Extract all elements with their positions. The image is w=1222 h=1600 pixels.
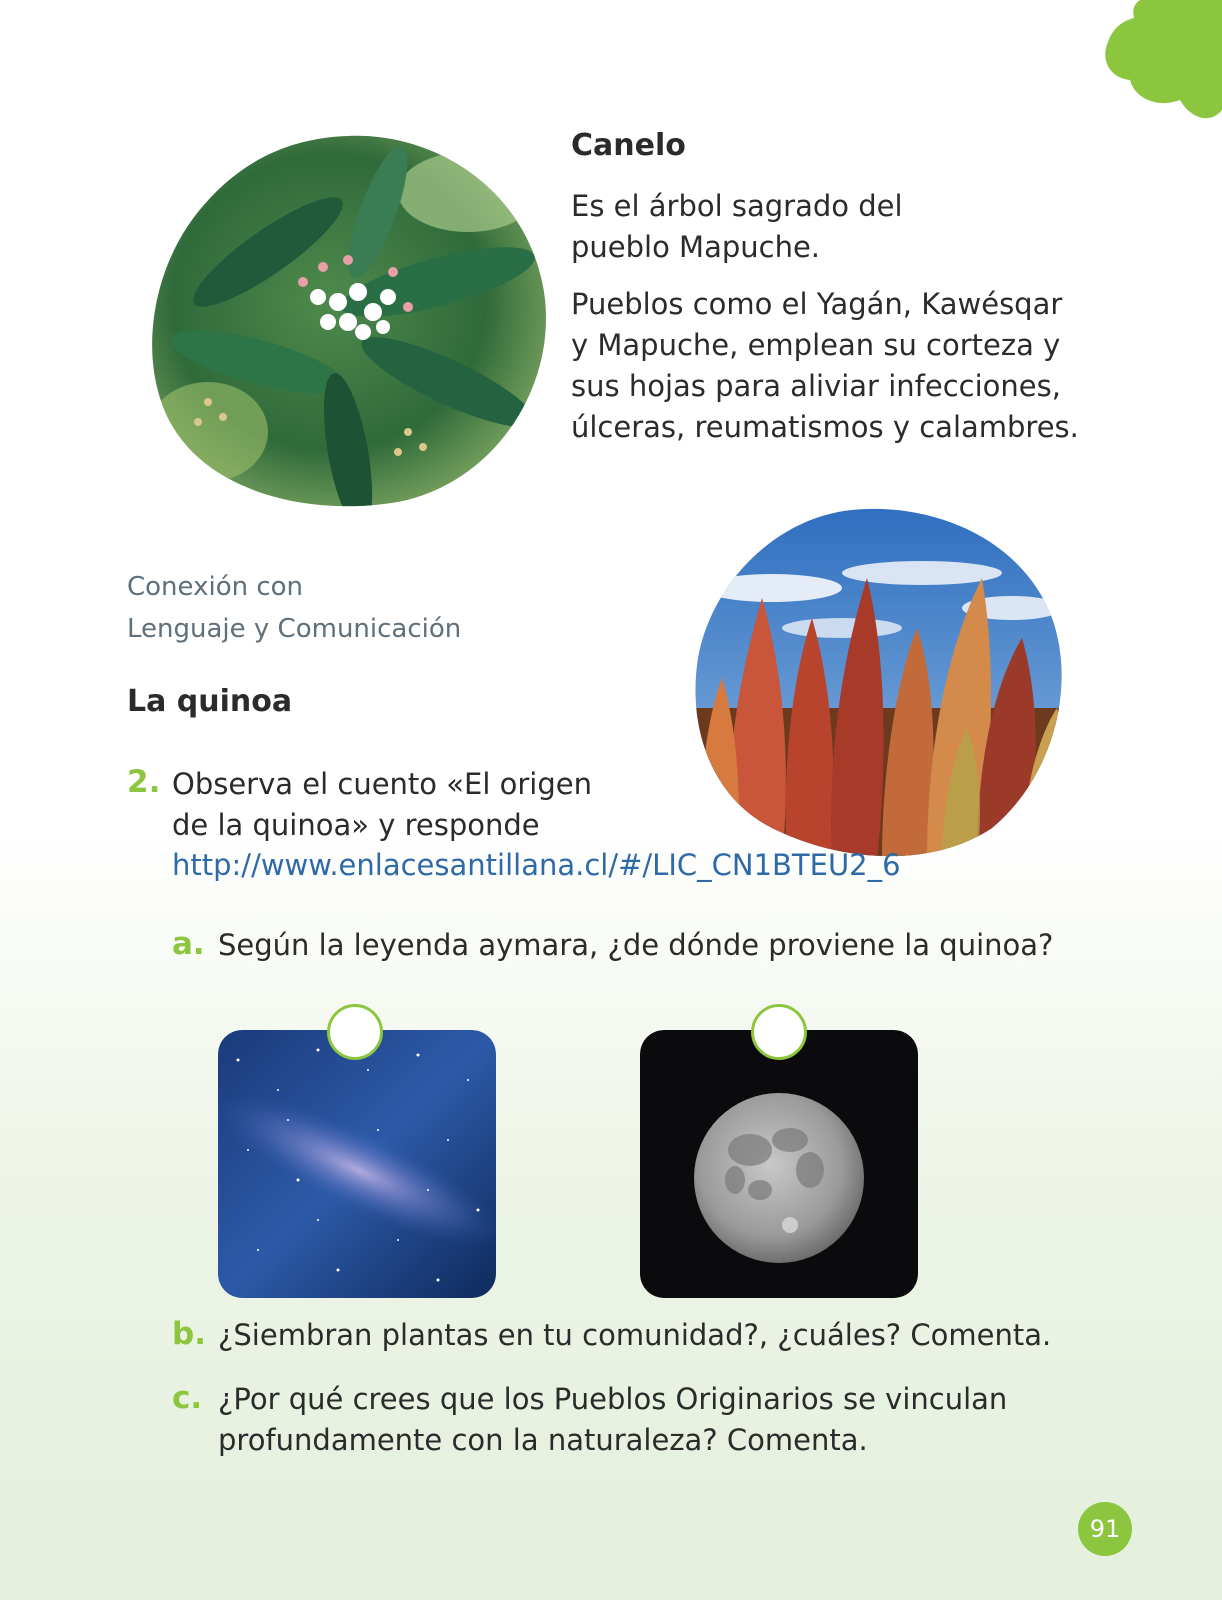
page-number: 91 <box>1078 1502 1132 1556</box>
text-line: y Mapuche, emplean su corteza y <box>571 328 1061 362</box>
question-b-text: ¿Siembran plantas en tu comunidad?, ¿cuáles? Comenta. <box>218 1318 1052 1352</box>
text-line: profundamente con la naturaleza? Comenta. <box>218 1423 868 1457</box>
question-c-text <box>218 1379 1007 1461</box>
canelo-title: Canelo <box>571 128 686 163</box>
text-line: Observa el cuento «El origen <box>172 767 592 801</box>
quinoa-image <box>692 508 1068 860</box>
answer-option-1-circle[interactable] <box>327 1004 383 1060</box>
canelo-image <box>148 132 550 510</box>
activity-instruction <box>172 764 592 846</box>
quinoa-title: La quinoa <box>127 684 293 719</box>
text-line: pueblo Mapuche. <box>571 230 821 264</box>
question-a-letter: a. <box>172 926 205 962</box>
text-line: úlceras, reumatismos y calambres. <box>571 410 1079 444</box>
question-b-letter: b. <box>172 1316 206 1352</box>
text-line: Es el árbol sagrado del <box>571 189 903 223</box>
milky-way-image[interactable] <box>218 1030 496 1298</box>
canelo-uses <box>571 284 1079 448</box>
text-line: sus hojas para aliviar infecciones, <box>571 369 1061 403</box>
canelo-description <box>571 186 903 268</box>
story-link[interactable]: http://www.enlacesantillana.cl/#/LIC_CN1BTEU2_6 <box>172 848 901 882</box>
text-line: de la quinoa» y responde <box>172 808 540 842</box>
text-line: Pueblos como el Yagán, Kawésqar <box>571 287 1063 321</box>
connection-label <box>127 566 461 650</box>
moon-image[interactable] <box>640 1030 918 1298</box>
text-line: Conexión con <box>127 572 304 602</box>
question-c-letter: c. <box>172 1380 203 1416</box>
corner-decoration <box>1100 0 1222 120</box>
text-line: Lenguaje y Comunicación <box>127 614 462 644</box>
text-line: ¿Por qué crees que los Pueblos Originarios se vinculan <box>218 1382 1008 1416</box>
answer-option-2-circle[interactable] <box>751 1004 807 1060</box>
question-a-text: Según la leyenda aymara, ¿de dónde proviene la quinoa? <box>218 928 1054 962</box>
activity-number: 2. <box>127 764 161 800</box>
